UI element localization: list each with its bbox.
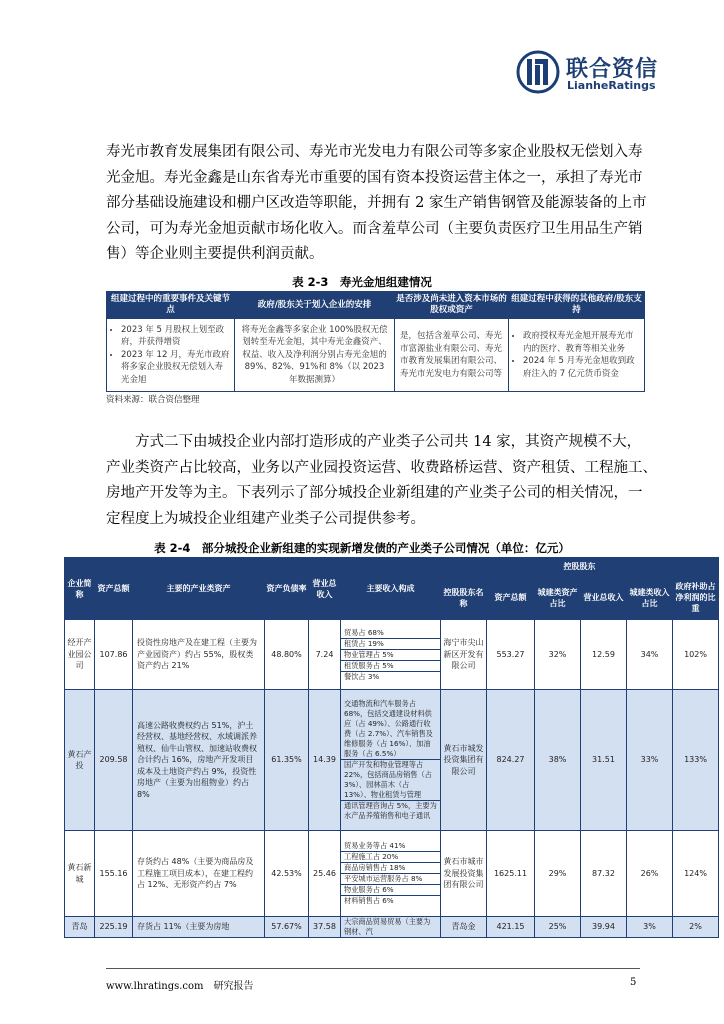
brand-name-en: LianheRatings xyxy=(567,79,656,92)
table-cell: 33% xyxy=(627,690,673,831)
table-header: 政府/股东关于划入企业的安排 xyxy=(235,292,395,319)
table-cell: 1625.11 xyxy=(487,831,535,917)
table-cell: 黄石市城发投资集团有限公司 xyxy=(441,690,487,831)
table-industrial-subsidiaries xyxy=(64,557,719,938)
table-cell xyxy=(341,831,441,917)
lianhe-logo-icon xyxy=(516,50,560,94)
table-row xyxy=(65,831,719,917)
table-cell: 7.24 xyxy=(309,620,341,690)
table-cell: 存货约占 48%（主要为商品房及工程施工项目成本），在建工程约占 12%、无形资产约占 7% xyxy=(133,831,265,917)
table-header: 城建类资产占比 xyxy=(535,576,581,620)
table-cell: 31.51 xyxy=(581,690,627,831)
table-cell: 225.19 xyxy=(95,917,133,938)
income-item: 贸易业务等占 41% xyxy=(341,841,440,852)
income-item: 平安城市运营服务占 8% xyxy=(341,874,440,885)
table-cell: 553.27 xyxy=(487,620,535,690)
table-cell: 25.46 xyxy=(309,831,341,917)
table-header: 城建类收入占比 xyxy=(627,576,673,620)
table-header: 资产总额 xyxy=(95,558,133,620)
table-header: 主要的产业类资产 xyxy=(133,558,265,620)
paragraph-1 xyxy=(106,140,647,268)
table-cell: 黄石新城 xyxy=(65,831,95,917)
table-cell: 高速公路收费权约占 51%，沪土经营权、基地经营权、水域调派养殖权、仙牛山管权、加速站收费权合计约占 16%，房地产开发项目成本及土地资产约占 9%，投资性房地产（主要为出租物业）约占 8% xyxy=(133,690,265,831)
list-item: • 政府授权寿光金旭开展寿光市内的医疗、教育等相关业务 xyxy=(523,330,640,355)
table-cell: 155.16 xyxy=(95,831,133,917)
table-header: 营业总收入 xyxy=(309,558,341,620)
table-cell: 48.80% xyxy=(265,620,309,690)
paragraph-line: 房地产开发等为主。下表列示了部分城投企业新组建的产业类子公司的相关情况，一 xyxy=(106,485,643,501)
table-cell: 海宁市尖山新区开发有限公司 xyxy=(441,620,487,690)
table-cell: 29% xyxy=(535,831,581,917)
income-item: 材料销售占 6% xyxy=(344,896,394,905)
income-item: 国产开发和物业管理等占 22%，包括商品房销售（占 3%）、园林苗木（占 13%）、物业租赁与管理 xyxy=(341,760,440,801)
income-item: 通讯管理咨询占 5%，主要为水产品养殖销售和电子通讯 xyxy=(344,801,437,820)
table-group-header: 控股股东 xyxy=(441,558,719,576)
table-cell: 209.58 xyxy=(95,690,133,831)
table-cell xyxy=(395,319,509,392)
table-cell: 34% xyxy=(627,620,673,690)
list-item: • 2023 年 12 月，寿光市政府将多家企业股权无偿划入寿光金旭 xyxy=(121,349,230,387)
table-cell xyxy=(341,690,441,831)
table-shouguang-formation xyxy=(106,291,645,392)
table-cell: 57.67% xyxy=(265,917,309,938)
table-cell xyxy=(235,319,395,392)
table-header: 资产负债率 xyxy=(265,558,309,620)
table-cell xyxy=(341,620,441,690)
table-cell: 黄石市城市发展投资集团有限公司 xyxy=(441,831,487,917)
table-cell: 102% xyxy=(673,620,719,690)
income-item: 物业服务占 6% xyxy=(341,885,440,896)
income-item: 租赁占 19% xyxy=(341,639,440,650)
table-cell: 42.53% xyxy=(265,831,309,917)
table-header: 企业简称 xyxy=(65,558,95,620)
table-cell: 107.86 xyxy=(95,620,133,690)
income-item: 物业管理占 5% xyxy=(341,650,440,661)
footer-divider xyxy=(106,968,640,969)
list-item: • 2023 年 5 月股权上划至政府，并获得增资 xyxy=(121,324,230,349)
table-row xyxy=(65,917,719,938)
table-cell: 黄石产投 xyxy=(65,690,95,831)
paragraph-2 xyxy=(106,430,657,532)
table-caption: 表 2-3 寿光金旭组建情况 xyxy=(292,275,432,289)
table-cell: 14.39 xyxy=(309,690,341,831)
cell-text: 是，包括含羞草公司、寿光市富源盐业有限公司、寿光市教育发展集团有限公司、寿光市光发电力有限公司等 xyxy=(400,331,503,379)
paragraph-line: 光金旭。寿光金鑫是山东省寿光市重要的国有资本投资运营主体之一，承担了寿光市 xyxy=(106,169,643,186)
table-cell: 824.27 xyxy=(487,690,535,831)
table-cell: 39.94 xyxy=(581,917,627,938)
table-cell: 421.15 xyxy=(487,917,535,938)
table-cell: 3% xyxy=(627,917,673,938)
cell-text: 将寿光金鑫等多家企业 100%股权无偿划转至寿光金旭，其中寿光金鑫资产、权益、收入及净利润分别占寿光金旭的 89%、82%、91%和 8%（以 2023 年数据测算） xyxy=(241,324,388,385)
table-cell: 青岛金 xyxy=(441,917,487,938)
table-source-note: 资料来源：联合资信整理 xyxy=(106,395,200,405)
income-item: 工程施工占 20% xyxy=(341,852,440,863)
table-cell: 2% xyxy=(673,917,719,938)
table-cell: 投资性房地产及在建工程（主要为产业园资产）约占 55%，股权类资产约占 21% xyxy=(133,620,265,690)
income-item: 租赁服务占 5% xyxy=(341,661,440,672)
income-item: 贸易占 68% xyxy=(341,628,440,639)
list-item: • 2024 年 5 月寿光金旭收到政府注入的 7 亿元货币资金 xyxy=(523,355,640,380)
table-cell: 133% xyxy=(673,690,719,831)
table-header: 组建过程中的重要事件及关键节点 xyxy=(107,292,235,319)
paragraph-line: 公司，可为寿光金旭贡献市场化收入。而含羞草公司（主要负责医疗卫生用品生产销 xyxy=(106,220,643,237)
income-item: 商品房销售占 18% xyxy=(341,863,440,874)
table-cell: 124% xyxy=(673,831,719,917)
footer-site: www.lhratings.com 研究报告 xyxy=(106,981,254,992)
table-caption: 表 2-4 部分城投企业新组建的实现新增发债的产业类子公司情况（单位：亿元） xyxy=(154,541,570,555)
table-cell: 青岛 xyxy=(65,917,95,938)
page-number: 5 xyxy=(630,977,637,988)
table-cell: 87.32 xyxy=(581,831,627,917)
table-cell xyxy=(509,319,645,392)
paragraph-line: 寿光市教育发展集团有限公司、寿光市光发电力有限公司等多家企业股权无偿划入寿 xyxy=(106,144,643,160)
brand-name-cn: 联合资信 xyxy=(566,57,659,82)
table-header: 是否涉及尚未进入资本市场的股权或资产 xyxy=(395,292,509,319)
table-cell xyxy=(107,319,235,392)
table-cell: 存货占 11%（主要为房地 xyxy=(133,917,265,938)
paragraph-line: 方式二下由城投企业内部打造形成的产业类子公司共 14 家，其资产规模不大， xyxy=(135,434,642,450)
table-cell: 26% xyxy=(627,831,673,917)
table-cell: 32% xyxy=(535,620,581,690)
paragraph-line: 产业类资产占比较高，业务以产业园投资运营、收费路桥运营、资产租赁、工程施工、 xyxy=(106,459,657,476)
table-cell: 25% xyxy=(535,917,581,938)
table-header: 控股股东名称 xyxy=(441,576,487,620)
table-cell: 经开产业园公司 xyxy=(65,620,95,690)
table-cell xyxy=(341,917,441,938)
paragraph-line: 部分基础设施建设和棚户区改造等职能，并拥有 2 家生产销售钢管及能源装备的上市 xyxy=(106,195,647,211)
paragraph-line: 售）等企业则主要提供利润贡献。 xyxy=(106,246,324,262)
table-header: 资产总额 xyxy=(487,576,535,620)
table-header: 主要收入构成 xyxy=(341,558,441,620)
income-item: 大宗商品贸易贸易（主要为钢材、汽 xyxy=(344,917,431,936)
table-header: 营业总收入 xyxy=(581,576,627,620)
table-header: 组建过程中获得的其他政府/股东支持 xyxy=(509,292,645,319)
income-item: 交通物流和汽车服务占 68%，包括交通建设材料供应（占 49%）、公路通行收费（占 2.7%）、汽车销售及维修服务（占 16%）、加油服务（占 6.5%） xyxy=(341,699,440,760)
table-cell: 38% xyxy=(535,690,581,831)
income-item: 餐饮占 3% xyxy=(344,671,380,681)
table-row xyxy=(65,690,719,831)
table-cell: 37.58 xyxy=(309,917,341,938)
paragraph-line: 定程度上为城投企业组建产业类子公司提供参考。 xyxy=(106,510,425,527)
table-row xyxy=(65,620,719,690)
table-cell: 61.35% xyxy=(265,690,309,831)
brand-logo xyxy=(516,50,706,94)
table-cell: 12.59 xyxy=(581,620,627,690)
table-header: 政府补助占净利润的比重 xyxy=(673,576,719,620)
